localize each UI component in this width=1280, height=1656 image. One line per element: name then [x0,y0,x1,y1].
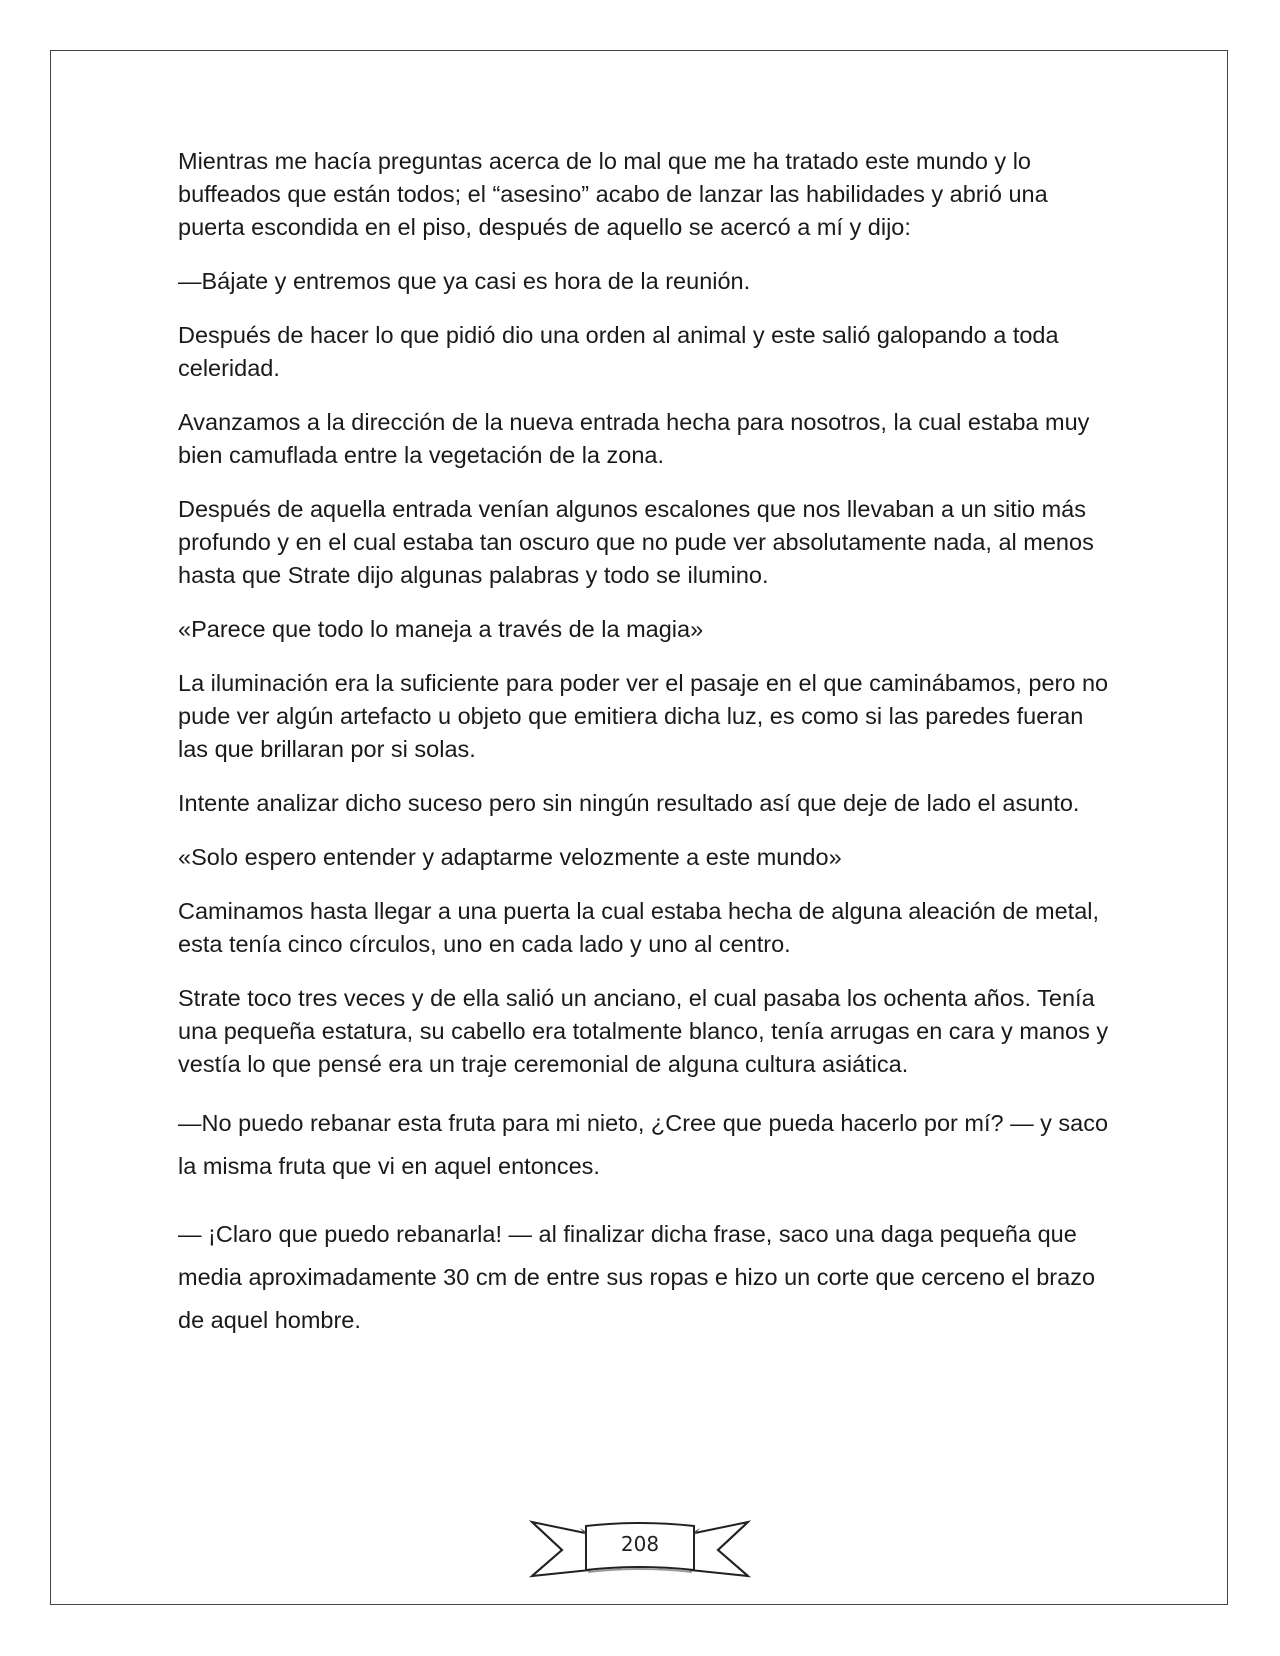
paragraph: Strate toco tres veces y de ella salió un anciano, el cual pasaba los ochenta años. Tenía una pequeña estatura, su cabello era totalmente blanco, tenía arrugas en cara y manos y vestía lo que pensé era un traje ceremonial de alguna cultura asiática. [178,985,1109,1077]
paragraph: Caminamos hasta llegar a una puerta la cual estaba hecha de alguna aleación de metal, esta tenía cinco círculos, uno en cada lado y uno al centro. [178,898,1100,957]
paragraph: Después de hacer lo que pidió dio una orden al animal y este salió galopando a toda celeridad. [178,322,1059,381]
paragraph: «Parece que todo lo maneja a través de la magia» [178,616,704,642]
paragraph: —No puedo rebanar esta fruta para mi nieto, ¿Cree que pueda hacerlo por mí? — y saco la misma fruta que vi en aquel entonces. [178,1110,1109,1179]
page-number: 208 [620,1532,660,1556]
paragraph: Después de aquella entrada venían algunos escalones que nos llevaban a un sitio más profundo y en el cual estaba tan oscuro que no pude ver absolutamente nada, al menos hasta que Strate dijo algunas palabras y todo se ilumino. [178,496,1094,588]
paragraph: «Solo espero entender y adaptarme velozmente a este mundo» [178,844,842,870]
paragraph: —Bájate y entremos que ya casi es hora de la reunión. [178,268,751,294]
page-number-banner [528,1514,752,1582]
body-text [178,145,1118,1367]
paragraph: Avanzamos a la dirección de la nueva entrada hecha para nosotros, la cual estaba muy bien camuflada entre la vegetación de la zona. [178,409,1090,468]
paragraph: — ¡Claro que puedo rebanarla! — al finalizar dicha frase, saco una daga pequeña que media aproximadamente 30 cm de entre sus ropas e hizo un corte que cerceno el brazo de aquel hombre. [178,1221,1096,1333]
paragraph: La iluminación era la suficiente para poder ver el pasaje en el que caminábamos, pero no pude ver algún artefacto u objeto que emitiera dicha luz, es como si las paredes fueran las que brillaran por si solas. [178,670,1109,762]
paragraph: Intente analizar dicho suceso pero sin ningún resultado así que deje de lado el asunto. [178,790,1080,816]
paragraph: Mientras me hacía preguntas acerca de lo mal que me ha tratado este mundo y lo buffeados que están todos; el “asesino” acabo de lanzar las habilidades y abrió una puerta escondida en el piso, después de aquello se acercó a mí y dijo: [178,148,1048,240]
